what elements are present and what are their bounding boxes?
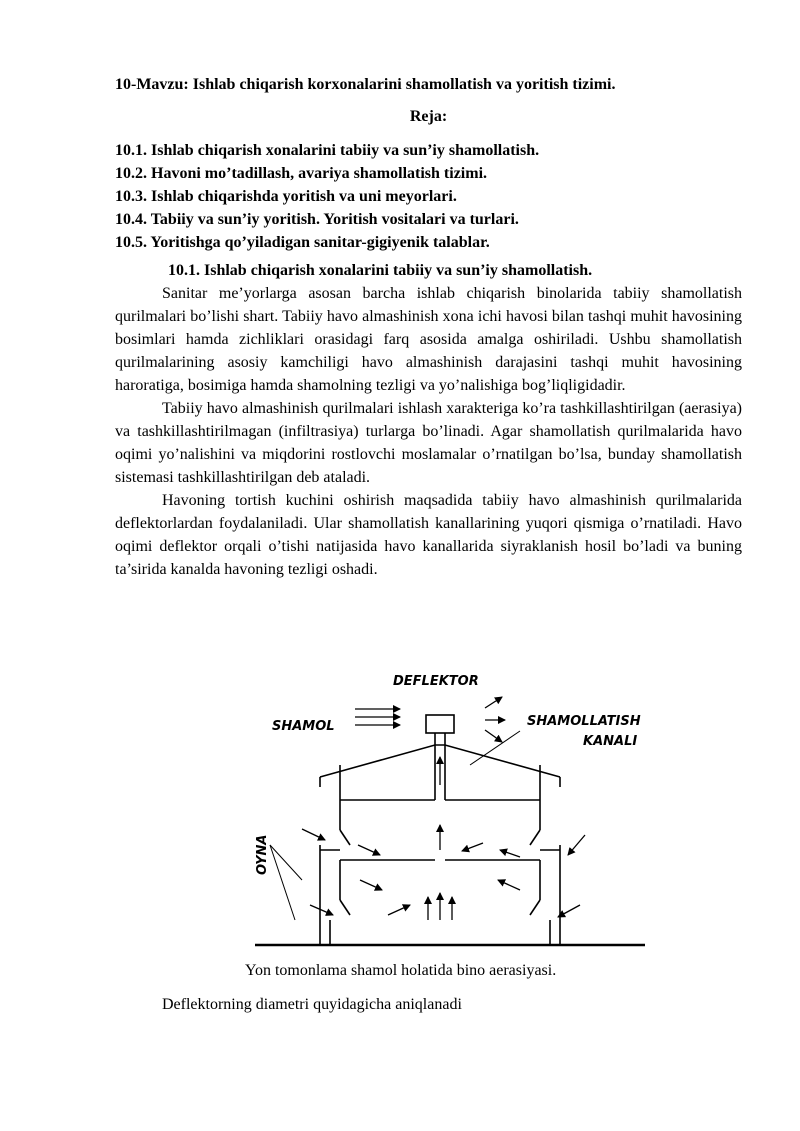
document-body <box>115 73 742 581</box>
paragraph-1: Sanitar me’yorlarga asosan barcha ishlab chiqarish binolarida tabiiy shamollatish qurilmalari bo’lishi shart. Tabiiy havo almashinish xona ichi havosi bilan tashqi muhit havosining bosimlari hamda zichliklari orasidagi farq asosida amalga oshiriladi. Ushbu shamollatish qurilmalarining asosiy kamchiligi havo almashinish darajasini tashqi muhit havosining haroratiga, bosimiga hamda shamolning tezligi va yo’nalishiga bog’liqligidadir. <box>115 285 742 394</box>
figure-caption: Yon tomonlama shamol holatida bino aerasiyasi. <box>245 962 557 979</box>
page-title: 10-Mavzu: Ishlab chiqarish korxonalarini shamollatish va yoritish tizimi. <box>115 76 616 93</box>
kanal-label-line2: KANALI <box>583 734 638 749</box>
plan-item-3: 10.3. Ishlab chiqarishda yoritish va uni meyorlari. <box>115 188 457 205</box>
kanal-label-line1: SHAMOLLATISH <box>527 714 641 729</box>
plan-item-5: 10.5. Yoritishga qo’yiladigan sanitar-gigiyenik talablar. <box>115 234 490 251</box>
plan-heading: Reja: <box>409 108 448 125</box>
plan-item-2: 10.2. Havoni mo’tadillash, avariya shamollatish tizimi. <box>115 165 488 182</box>
deflector-box <box>426 715 454 733</box>
formula-intro: Deflektorning diametri quyidagicha aniqlanadi <box>162 996 462 1013</box>
section-heading: 10.1. Ishlab chiqarish xonalarini tabiiy va sun’iy shamollatish. <box>168 262 593 279</box>
plan-list <box>115 139 742 254</box>
plan-item-4: 10.4. Tabiiy va sun’iy yoritish. Yoritish vositalari va turlari. <box>115 211 519 228</box>
aeration-diagram-svg <box>240 665 660 955</box>
shamol-label: SHAMOL <box>272 719 335 734</box>
paragraph-2: Tabiiy havo almashinish qurilmalari ishlash xarakteriga ko’ra tashkillashtirilgan (aerasiya) va tashkillashtirilmagan (infiltrasiya) turlarga bo’linadi. Agar shamollatish qurilmalarida havo oqimi yo’nalishini va miqdorini rostlovchi moslamalar o’rnatilgan bo’lsa, bunday shamollatish sistemasi tashkillashtirilgan deb ataladi. <box>115 400 742 486</box>
paragraph-3: Havoning tortish kuchini oshirish maqsadida tabiiy havo almashinish qurilmalarida deflektorlardan foydalaniladi. Ular shamollatish kanallarining yuqori qismiga o’rnatiladi. Havo oqimi deflektor orqali o’tishi natijasida havo kanallarida siyraklanish hosil bo’ladi va buning ta’sirida kanalda havoning tezligi oshadi. <box>115 492 742 578</box>
oyna-label: OYNA <box>255 834 270 875</box>
deflektor-label: DEFLEKTOR <box>393 674 479 689</box>
plan-item-1: 10.1. Ishlab chiqarish xonalarini tabiiy va sun’iy shamollatish. <box>115 142 540 159</box>
aeration-diagram <box>240 665 660 955</box>
